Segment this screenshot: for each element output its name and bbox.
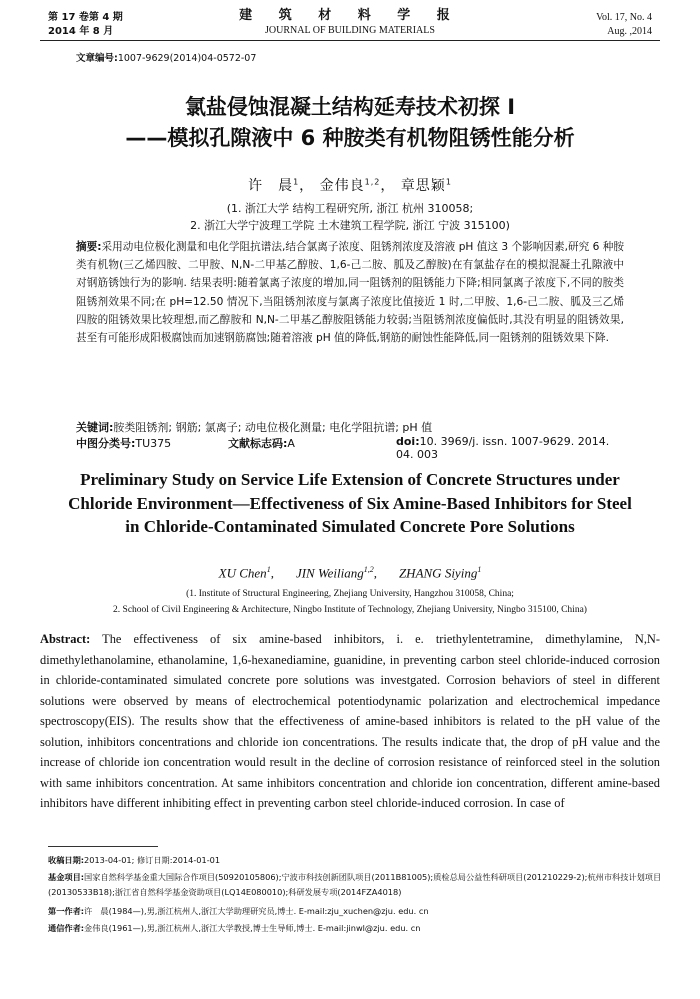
author-en-2: JIN Weiliang	[295, 565, 364, 581]
keywords-cn-label: 关键词:	[76, 421, 114, 434]
title-cn-line1: 氯盐侵蚀混凝土结构延寿技术初探 I	[184, 95, 516, 119]
affiliation-en-1: (1. Institute of Structural Engineering, Zhejiang University, Hangzhou 310058, China;	[186, 589, 514, 599]
article-number-value: 1007-9629(2014)04-0572-07	[117, 53, 257, 64]
author-cn-2: 金伟良	[319, 178, 365, 194]
author-en-1: XU Chen	[218, 565, 267, 581]
date-cn: 2014 年 8 月	[48, 26, 114, 37]
journal-name-cn: 建 筑 材 料 学 报	[239, 8, 461, 23]
keywords-cn	[76, 419, 624, 435]
journal-title	[0, 8, 700, 37]
date-en: Aug. ,2014	[607, 26, 652, 37]
abstract-cn-label: 摘要:	[76, 241, 102, 253]
abstract-en-label: Abstract:	[40, 632, 91, 646]
footnote-funding: 基金项目:国家自然科学基金重大国际合作项目(50920105806);宁波市科技创新团队项目(2011B81005);质检总局公益性科研项目(201210229-2);杭州市科技计划项目(20130533B18);浙江省自然科学基金资助项目(LQ14E080010);科研发展专项(2014FZA4018)	[48, 871, 662, 897]
footnote-first-author: 第一作者:许 晨(1984—),男,浙江杭州人,浙江大学助理研究员,博士. E-mail:zju_xuchen@zju. edu. cn	[48, 905, 429, 916]
title-en: Preliminary Study on Service Life Extension of Concrete Structures under Chloride Environment—Effectiveness of Six Amine-Based Inhibitors for Steel in Chloride-Contaminated Simulated Concrete Pore Solutions	[68, 470, 632, 536]
abstract-en	[40, 629, 660, 814]
author-en-3: ZHANG Siying	[398, 565, 478, 581]
footnote-corresponding-author: 通信作者:金伟良(1961—),男,浙江杭州人,浙江大学教授,博士生导师,博士. E-mail:jinwl@zju. edu. cn	[48, 923, 421, 933]
article-number-label: 文章编号:	[76, 53, 118, 64]
footnote-divider	[48, 846, 158, 847]
doc-code-value: A	[287, 437, 295, 450]
footnote-received: 收稿日期:2013-04-01; 修订日期:2014-01-01	[48, 855, 221, 865]
issue-info-en	[596, 11, 652, 39]
keywords-cn-text: 胺类阻锈剂; 钢筋; 氯离子; 动电位极化测量; 电化学阻抗谱; pH 值	[113, 421, 433, 434]
clc-label: 中图分类号:	[76, 437, 136, 450]
doi-value: 10. 3969/j. issn. 1007-9629. 2014. 04. 003	[396, 435, 610, 461]
doi-label: doi:	[396, 435, 420, 448]
abstract-cn	[76, 238, 624, 347]
clc-value: TU375	[135, 437, 172, 450]
volume-en: Vol. 17, No. 4	[596, 12, 652, 23]
abstract-cn-text: 采用动电位极化测量和电化学阻抗谱法,结合氯离子浓度、阻锈剂浓度及溶液 pH 值这 3 个影响因素,研究 6 种胺类有机物(三乙烯四胺、二甲胺、N,N-二甲基乙醇胺、1,6-己二胺、胍及乙醇胺)在有氯盐存在的模拟混凝土孔隙液中对钢筋锈蚀行为的影响. 结果表明:随着氯离子浓度的增加,同一阻锈剂的阻锈能力下降;相同氯离子浓度下,不同的胺类阻锈剂效果不同;在 pH=12.50 情况下,当阻锈剂浓度与氯离子浓度比值接近 1 时,二甲胺、1,6-己二胺、胍及三乙烯四胺的阻锈效果比较理想,而乙醇胺和 N,N-二甲基乙醇胺阻锈能力较弱;当阻锈剂浓度偏低时,其没有明显的阻锈效果,甚至有可能形成阳极腐蚀而加速钢筋腐蚀;随着溶液 pH 值的降低,钢筋的耐蚀性能降低,同一阻锈剂的阻锈效果下降.	[76, 241, 624, 345]
authors-en: XU Chen$^1$, JIN Weiliang$^{1,2}$, ZHANG Siying$^1$	[218, 565, 482, 581]
affiliation-en-2: 2. School of Civil Engineering & Architecture, Ningbo Institute of Technology, Zhejiang University, Ningbo 315100, China)	[113, 605, 587, 615]
authors-cn: 许 晨$^1$， 金伟良$^{1,2}$， 章思颖$^1$	[248, 177, 452, 194]
title-cn-line2: ——模拟孔隙液中 6 种胺类有机物阻锈性能分析	[125, 126, 575, 150]
doc-code-label: 文献标志码:	[228, 437, 288, 450]
footnotes	[48, 852, 668, 938]
article-number	[76, 50, 256, 64]
header-divider	[40, 40, 660, 41]
affiliation-cn-2: 2. 浙江大学宁波理工学院 土木建筑工程学院, 浙江 宁波 315100)	[190, 219, 510, 232]
author-cn-1: 许 晨	[248, 178, 294, 194]
journal-name-en: JOURNAL OF BUILDING MATERIALS	[265, 25, 435, 36]
affiliation-cn-1: (1. 浙江大学 结构工程研究所, 浙江 杭州 310058;	[226, 202, 474, 215]
volume-cn: 第 17 卷第 4 期	[48, 12, 123, 23]
author-cn-3: 章思颖	[400, 178, 446, 194]
abstract-en-text: The effectiveness of six amine-based inhibitors, i. e. triethylentetramine, dimethylamine, N,N-dimethylethanolamine, ethanolamine, 1,6-hexanediamine, guanidine, in preventing carbon steel chloride-induced corrosion in chloride-contaminated simulated concrete pore solutions was investgated. Corrosion behaviors of steel in different solutions were observed by means of electrochemical potentiodynamic polarization and electrochemical impedance spectroscopy(EIS). The results show that the effectiveness of amine-based inhibitors is related to the pH value of the solution, inhibitors concentrations and chloride ion concentrations. The results indicate that, the drop of pH value and the increase of chloride ion concentration would result in the decline of corrosion resistance of reinforced steel in the solution with same inhibitors concentration. At same inhibitors concentration and chloride ion concentration, different amine-based inhibitors have different inhibiting effect in preventing carbon steel chloride-induced corrosion. In case of	[40, 632, 660, 810]
